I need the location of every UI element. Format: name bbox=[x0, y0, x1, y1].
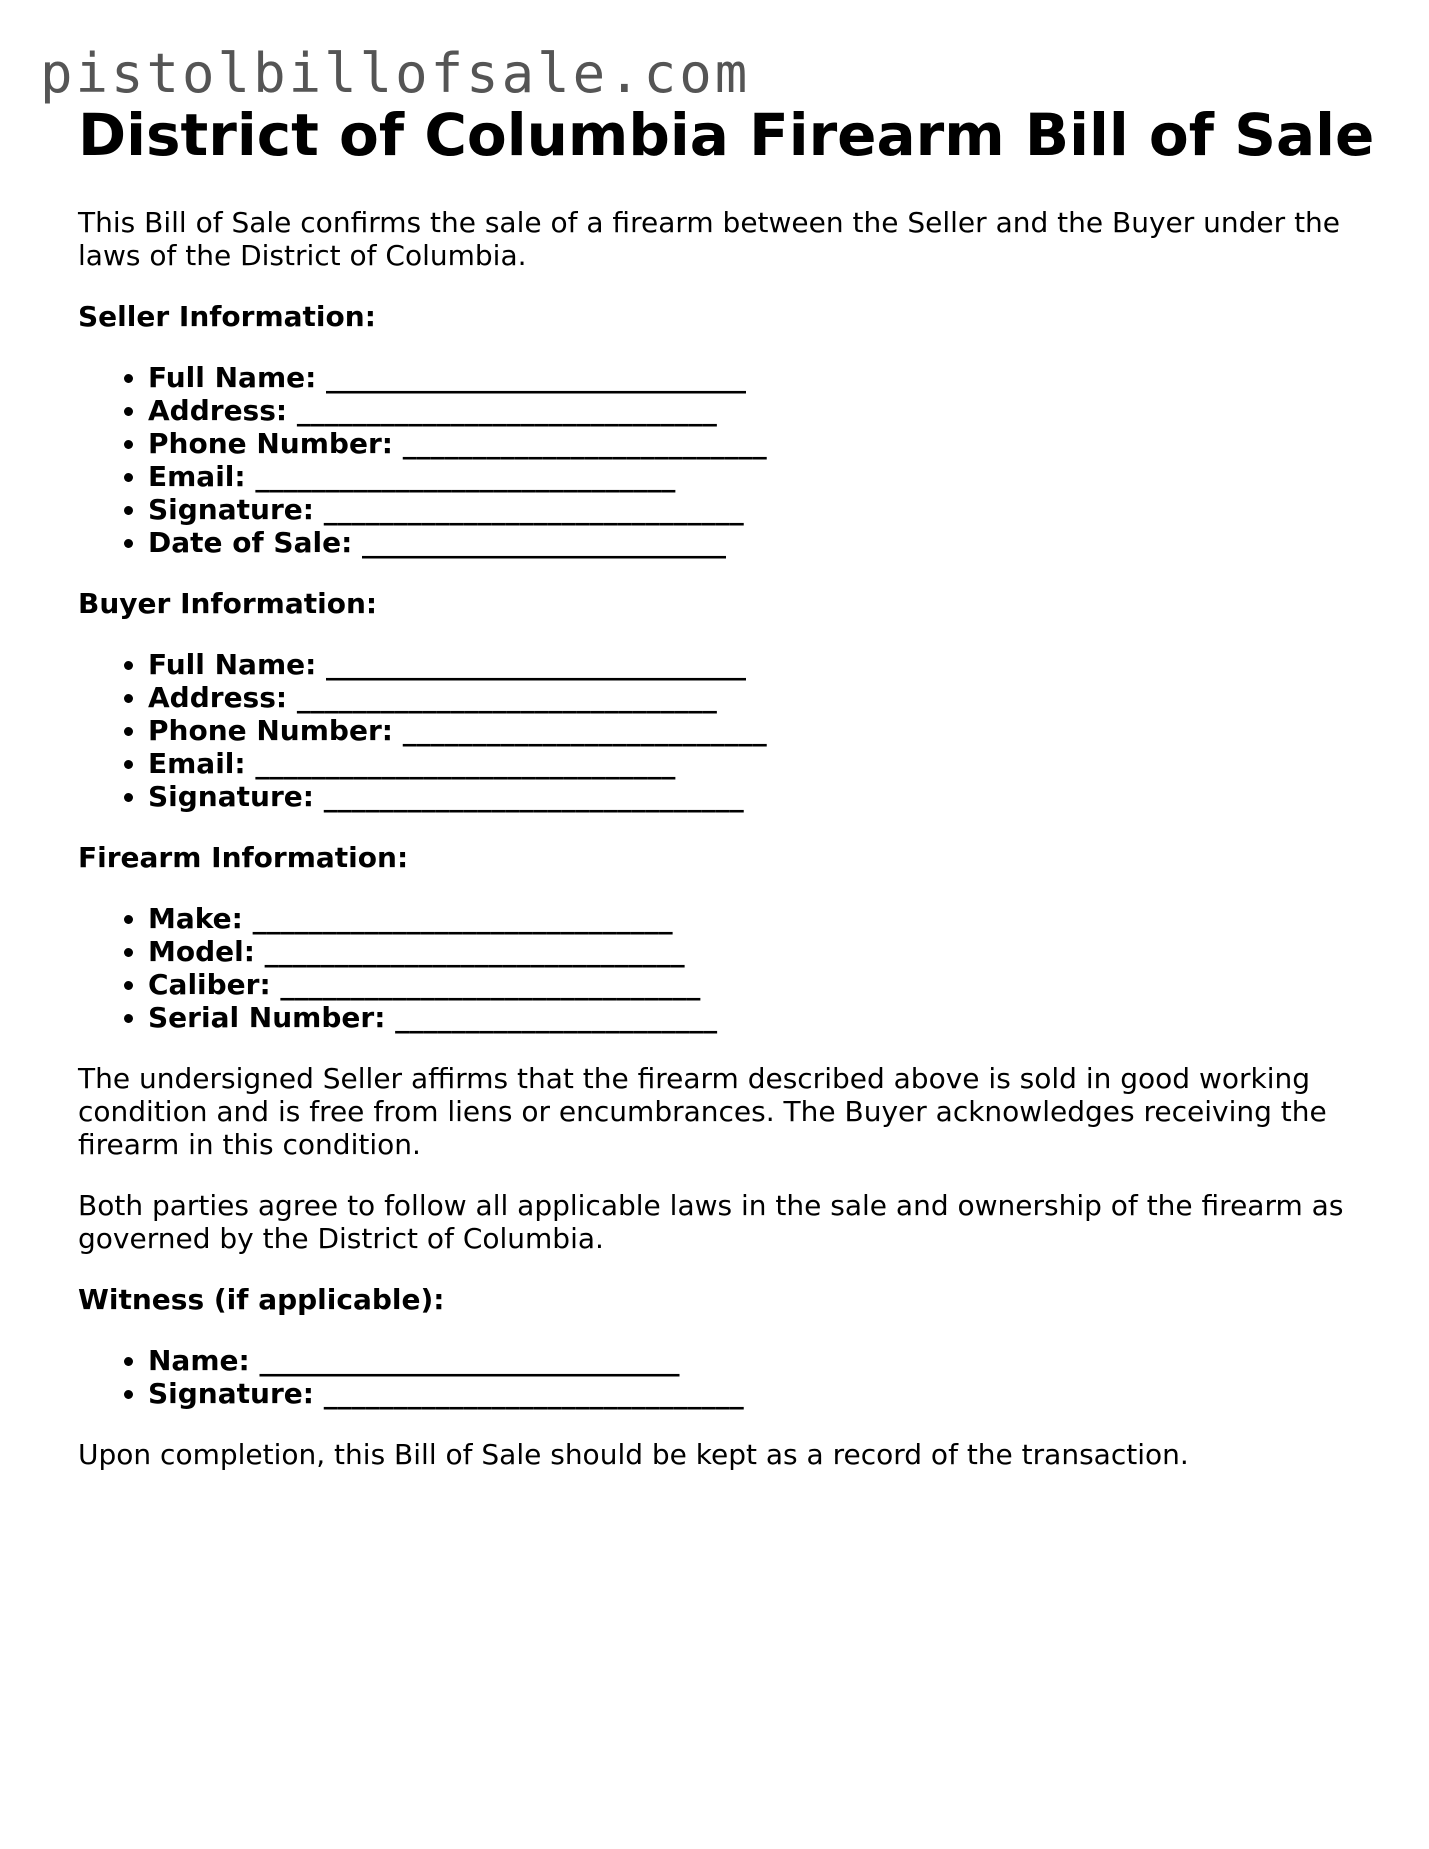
seller-email-field: • Email: ______________________________ bbox=[148, 460, 1378, 493]
buyer-address-field: • Address: ______________________________ bbox=[148, 681, 1378, 714]
witness-signature-field: • Signature: ______________________________ bbox=[148, 1377, 1378, 1410]
buyer-full-name-field: • Full Name: ______________________________ bbox=[148, 648, 1378, 681]
seller-address-field: • Address: ______________________________ bbox=[148, 394, 1378, 427]
firearm-field-list bbox=[78, 902, 1378, 1034]
seller-section-heading: Seller Information: bbox=[78, 300, 376, 333]
document-body bbox=[78, 100, 1378, 1471]
seller-phone-field: • Phone Number: __________________________ bbox=[148, 427, 1378, 460]
affirmation-paragraph: The undersigned Seller affirms that the firearm described above is sold in good working condition and is free from liens or encumbrances. The Buyer acknowledges receiving the firearm in this condition. bbox=[78, 1062, 1327, 1161]
firearm-model-field: • Model: ______________________________ bbox=[148, 935, 1378, 968]
buyer-signature-field: • Signature: ______________________________ bbox=[148, 780, 1378, 813]
witness-field-list bbox=[78, 1344, 1378, 1410]
witness-name-field: • Name: ______________________________ bbox=[148, 1344, 1378, 1377]
watermark-text: pistolbillofsale.com bbox=[40, 42, 751, 105]
buyer-field-list bbox=[78, 648, 1378, 813]
buyer-phone-field: • Phone Number: __________________________ bbox=[148, 714, 1378, 747]
buyer-section-heading: Buyer Information: bbox=[78, 587, 378, 620]
buyer-email-field: • Email: ______________________________ bbox=[148, 747, 1378, 780]
document-title: District of Columbia Firearm Bill of Sale bbox=[78, 101, 1375, 169]
seller-date-of-sale-field: • Date of Sale: __________________________ bbox=[148, 526, 1378, 559]
agreement-paragraph: Both parties agree to follow all applicable laws in the sale and ownership of the firearm as governed by the District of Columbia. bbox=[78, 1189, 1344, 1255]
firearm-section-heading: Firearm Information: bbox=[78, 841, 409, 874]
witness-section-heading: Witness (if applicable): bbox=[78, 1283, 445, 1316]
firearm-caliber-field: • Caliber: ______________________________ bbox=[148, 968, 1378, 1001]
seller-field-list bbox=[78, 361, 1378, 559]
firearm-serial-number-field: • Serial Number: _______________________ bbox=[148, 1001, 1378, 1034]
intro-paragraph: This Bill of Sale confirms the sale of a firearm between the Seller and the Buyer under the laws of the District of Columbia. bbox=[78, 206, 1341, 272]
closing-paragraph: Upon completion, this Bill of Sale should be kept as a record of the transaction. bbox=[78, 1438, 1189, 1471]
firearm-make-field: • Make: ______________________________ bbox=[148, 902, 1378, 935]
seller-full-name-field: • Full Name: ______________________________ bbox=[148, 361, 1378, 394]
seller-signature-field: • Signature: ______________________________ bbox=[148, 493, 1378, 526]
